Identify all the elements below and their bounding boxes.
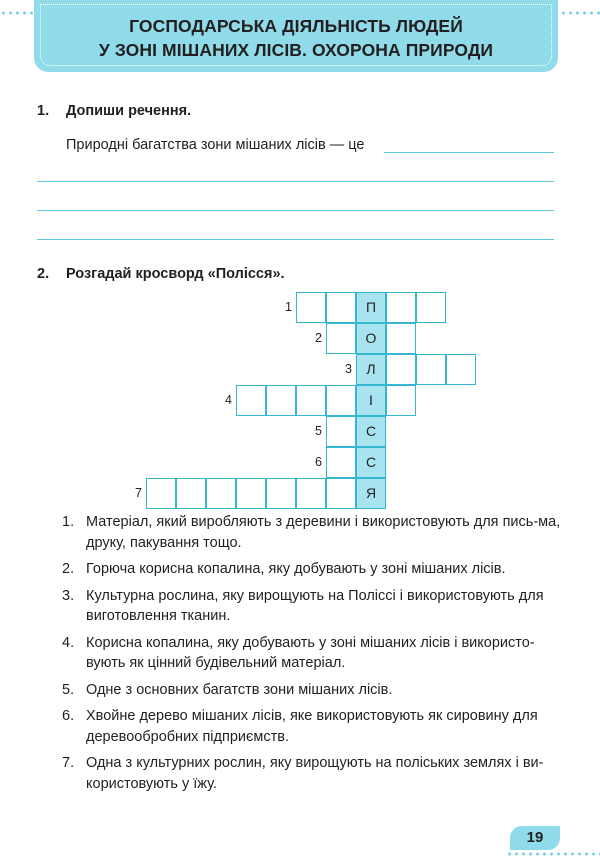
crossword-cell[interactable] — [296, 292, 326, 323]
crossword-cell[interactable] — [236, 385, 266, 416]
answer-line-4[interactable] — [37, 239, 554, 240]
crossword-cell[interactable] — [326, 323, 356, 354]
task-1-title: Допиши речення. — [66, 103, 192, 119]
crossword-cell[interactable] — [236, 478, 266, 509]
clue-text: Одна з культурних рослин, яку вирощують на поліських землях і ви-користовують у їжу. — [86, 755, 544, 792]
clue-item — [62, 633, 562, 674]
crossword-cell[interactable] — [326, 416, 356, 447]
clue-text: Одне з основних багатств зони мішаних лісів. — [86, 681, 393, 698]
answer-line-2[interactable] — [37, 181, 554, 182]
crossword-cell[interactable] — [416, 354, 446, 385]
clue-item — [62, 706, 562, 747]
clue-item — [62, 753, 562, 794]
crossword-row-number: 1 — [285, 300, 292, 314]
crossword-cell[interactable] — [386, 385, 416, 416]
crossword-key-letter: Л — [366, 361, 376, 377]
clue-item — [62, 680, 562, 701]
crossword-cell[interactable] — [146, 478, 176, 509]
clue-list — [62, 512, 562, 800]
crossword-cell[interactable] — [176, 478, 206, 509]
crossword-row-number: 4 — [225, 393, 232, 407]
crossword-key-letter: О — [365, 330, 377, 346]
crossword-key-letter: П — [365, 299, 377, 315]
crossword-key-letter: С — [365, 454, 377, 470]
clue-number: 3. — [62, 587, 75, 604]
task-2-title: Розгадай кросворд «Полісся». — [66, 266, 285, 282]
crossword-row-number: 3 — [345, 362, 352, 376]
crossword-cell[interactable] — [206, 478, 236, 509]
crossword-cell[interactable] — [296, 385, 326, 416]
crossword-cell[interactable] — [326, 385, 356, 416]
crossword-row-number: 7 — [135, 486, 142, 500]
crossword-row-number: 6 — [315, 455, 322, 469]
clue-number: 2. — [62, 561, 75, 577]
clue-text: Корисна копалина, яку добувають у зоні мішаних лісів і використо-вують як цінний будівельний матеріал. — [86, 634, 535, 671]
crossword-key-letter: І — [369, 392, 373, 408]
crossword-cell[interactable] — [386, 292, 416, 323]
clue-number: 1. — [62, 514, 75, 530]
clue-item — [62, 512, 562, 553]
crossword-cell[interactable] — [266, 385, 296, 416]
clue-number: 5. — [62, 681, 75, 698]
task-1-sentence: Природні багатства зони мішаних лісів — це — [66, 137, 365, 153]
crossword-cell[interactable] — [446, 354, 476, 385]
page-number: 19 — [526, 829, 544, 846]
crossword-cell[interactable] — [416, 292, 446, 323]
crossword-cell[interactable] — [326, 478, 356, 509]
task-2-number: 2. — [37, 266, 50, 282]
clue-text: Культурна рослина, яку вирощують на Поліссі і використовують для виготовлення тканин. — [86, 587, 544, 624]
clue-number: 7. — [62, 755, 75, 771]
crossword-cell[interactable] — [266, 478, 296, 509]
bottom-dotted-border — [506, 851, 600, 857]
crossword-key-letter: С — [365, 423, 377, 439]
page-title — [34, 14, 558, 62]
title-banner — [34, 0, 558, 72]
clue-text: Хвойне дерево мішаних лісів, яке використовують як сировину для деревообробних підприємств. — [86, 708, 538, 745]
clue-number: 4. — [62, 634, 75, 651]
task-1-number: 1. — [37, 103, 50, 119]
crossword-cell[interactable] — [296, 478, 326, 509]
crossword-cell[interactable] — [386, 323, 416, 354]
crossword-cell[interactable] — [386, 354, 416, 385]
clue-item — [62, 586, 562, 627]
clue-text: Горюча корисна копалина, яку добувають у зоні мішаних лісів. — [86, 561, 506, 577]
page-title-line-2: У ЗОНІ МІШАНИХ ЛІСІВ. ОХОРОНА ПРИРОДИ — [98, 40, 494, 60]
crossword-row-number: 2 — [315, 331, 322, 345]
clue-item — [62, 559, 562, 580]
answer-line-3[interactable] — [37, 210, 554, 211]
clue-text: Матеріал, який виробляють з деревини і використовують для пись-ма, друку, пакування тощо. — [86, 514, 561, 551]
crossword-cell[interactable] — [326, 447, 356, 478]
page-title-line-1: ГОСПОДАРСЬКА ДІЯЛЬНІСТЬ ЛЮДЕЙ — [129, 16, 463, 36]
crossword-row-number: 5 — [315, 424, 322, 438]
answer-line-1[interactable] — [384, 152, 554, 153]
crossword-cell[interactable] — [326, 292, 356, 323]
clue-number: 6. — [62, 708, 75, 724]
crossword-key-letter: Я — [365, 485, 377, 501]
